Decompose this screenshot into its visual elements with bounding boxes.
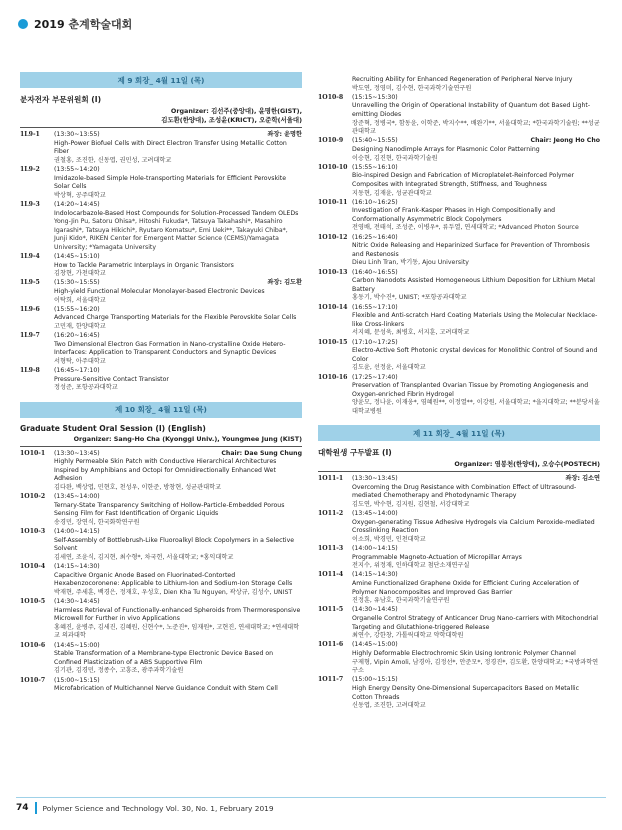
list-item <box>318 199 600 233</box>
time-slot: (13:45~14:00) <box>352 510 398 518</box>
presentation-code: 1O10-8 <box>318 93 344 101</box>
entry-title: Pressure-Sensitive Contact Transistor <box>54 375 169 383</box>
entry-title: Imidazole-based Simple Hole-transporting Materials for Efficient Perovskite Solar Cells <box>54 174 287 191</box>
entry-title: Self-Assembly of Bottlebrush-Like Fluoroalkyl Block Copolymers in a Selective Solvent <box>54 536 295 553</box>
presentation-code: 1L9-7 <box>20 332 40 340</box>
presentation-code: 1L9-5 <box>20 279 40 287</box>
entry-authors: 서지혜, 문성욱, 최병호, 서지훈, 고려대학교 <box>352 329 470 337</box>
presentation-code: 1O10-11 <box>318 198 348 206</box>
list-item <box>318 571 600 605</box>
session-title: 분자전자 부문위원회 (I) <box>20 95 102 104</box>
entry-title: Stable Transformation of a Membrane-type Electronic Device Based on Confined Plasticization of a ABS Supportive Film <box>54 650 274 666</box>
list-item <box>20 563 302 597</box>
presentation-code: 1O10-4 <box>20 563 46 571</box>
entry-title: Investigation of Frank-Kasper Phases in High Compositionally and Conformationally Asymmetric Block Copolymers <box>352 207 556 223</box>
session-bar: 제 10 회장_ 4월 11일 (목) <box>20 402 302 418</box>
time-slot: (15:55~16:20) <box>54 305 100 313</box>
time-slot: (14:20~14:45) <box>54 200 100 208</box>
list-item <box>20 201 302 253</box>
entry-authors: 고민재, 한양대학교 <box>54 323 106 331</box>
journal-citation: Polymer Science and Technology Vol. 30, No. 1, February 2019 <box>42 803 274 813</box>
time-slot: (15:55~16:10) <box>352 163 398 171</box>
presentation-code: 1O11-6 <box>318 641 344 649</box>
list-item <box>318 164 600 198</box>
page-header-title: 2019 춘계학술대회 <box>34 18 133 31</box>
list-item <box>318 676 600 710</box>
list-item <box>20 253 302 279</box>
entry-authors: 최연수, 강한창, 가톨릭대학교 약학대학원 <box>352 632 464 640</box>
entry-title: Capacitive Organic Anode Based on Fluorinated-Contorted Hexabenzocoronene: Applicable to Lithium-Ion and Sodium-Ion Storage Cells <box>54 571 293 588</box>
chair-label: 좌장: 김도환 <box>267 279 302 287</box>
presentation-code: 1O11-3 <box>318 545 344 553</box>
list-item <box>20 367 302 393</box>
entry-authors: 이승현, 김진현, 한국과학기술원 <box>352 154 438 162</box>
entry-authors: 이소희, 박경민, 인천대학교 <box>352 535 426 543</box>
list-item <box>318 94 600 137</box>
presentation-code: 1O11-5 <box>318 606 344 614</box>
entry-authors: 신동엽, 조진한, 고려대학교 <box>352 702 426 710</box>
list-item <box>318 641 600 675</box>
time-slot: (15:30~15:55) <box>54 279 100 287</box>
time-slot: (13:30~13:45) <box>54 449 100 457</box>
time-slot: (14:45~15:00) <box>352 641 398 649</box>
time-slot: (15:40~15:55) <box>352 137 398 145</box>
entry-title: Recruiting Ability for Enhanced Regeneration of Peripheral Nerve Injury <box>352 76 573 83</box>
time-slot: (17:25~17:40) <box>352 373 398 381</box>
entry-authors: 진정훈, 유남호, 한국과학기술연구원 <box>352 597 450 605</box>
entry-authors: 김다완, 백상엽, 민현호, 천성우, 이한준, 방창현, 성균관대학교 <box>54 483 222 491</box>
entry-title: Designing Nanodimple Arrays for Plasmonic Color Patterning <box>352 145 540 153</box>
time-slot: (14:30~14:45) <box>54 598 100 606</box>
list-item <box>20 332 302 366</box>
presentation-code: 1O10-7 <box>20 676 46 684</box>
page-number: 74 <box>16 803 29 813</box>
entry-authors: 김기관, 김경민, 정종수, 고흥조, 광주과학기술원 <box>54 667 184 675</box>
list-item <box>20 450 302 493</box>
list-item <box>20 306 302 332</box>
time-slot: (16:45~17:10) <box>54 367 100 375</box>
entry-title: Ternary-State Transparency Switching of Hollow-Particle-Embedded Porous Sensing Film for Fast Identification of Organic Liquids <box>54 501 285 518</box>
list-item <box>318 475 600 509</box>
time-slot: (14:45~15:00) <box>54 641 100 649</box>
entry-list <box>318 94 600 417</box>
chair-label: Chair: Jeong Ho Cho <box>530 137 600 145</box>
list-item <box>318 339 600 373</box>
time-slot: (15:00~15:15) <box>54 676 100 684</box>
entry-title: Preservation of Transplanted Ovarian Tissue by Promoting Angiogenesis and Oxygen-enriched Fibrin Hydrogel <box>352 382 589 398</box>
entry-title: Oxygen-generating Tissue Adhesive Hydrogels via Calcium Peroxide-mediated Crosslinking Reaction <box>352 518 595 535</box>
entry-title: Carbon Nanodots Assisted Homogeneous Lithium Deposition for Lithium Metal Battery <box>352 277 595 293</box>
list-item <box>318 234 600 268</box>
entry-list <box>20 450 302 694</box>
footer-divider <box>16 797 606 798</box>
entry-title: How to Tackle Parametric Interplays in Organic Transistors <box>54 261 234 269</box>
time-slot: (17:10~17:25) <box>352 338 398 346</box>
session-bar: 제 11 회장_ 4월 11일 (목) <box>318 425 600 441</box>
list-item <box>20 642 302 676</box>
entry-authors: 김도윤, 선정윤, 서울대학교 <box>352 364 426 372</box>
presentation-code: 1O10-12 <box>318 233 348 241</box>
presentation-code: 1O11-4 <box>318 571 344 579</box>
entry-title: Highly Deformable Electrochromic Skin Using Iontronic Polymer Channel <box>352 649 576 657</box>
time-slot: (15:15~15:30) <box>352 93 398 101</box>
entry-authors: 김세연, 조윤식, 김지현, 최수형*, 차국헌, 서울대학교; *홍익대학교 <box>54 553 234 561</box>
list-item <box>318 269 600 303</box>
entry-list <box>318 475 600 711</box>
presentation-code: 1O10-3 <box>20 528 46 536</box>
list-item <box>318 510 600 544</box>
entry-authors: 김창현, 가천대학교 <box>54 270 106 278</box>
entry-authors: 김도연, 박수현, 김지원, 김현철, 서강대학교 <box>352 500 470 508</box>
organizer: Organizer: 염봉천(한양대), 오승수(POSTECH) <box>318 460 600 472</box>
page-footer <box>16 802 274 814</box>
left-column <box>20 72 302 694</box>
presentation-code: 1O11-7 <box>318 676 344 684</box>
presentation-code: 1L9-2 <box>20 165 40 173</box>
page-header <box>18 14 132 34</box>
entry-title: Overcoming the Drug Resistance with Combination Effect of Ultrasound-mediated Chemotherapy and Photodynamic Therapy <box>352 483 577 500</box>
entry-authors: 장준혁, 정병국*, 함동윤, 이학준, 박지수**, 배완기**, 서울대학교; *한국과학기술원; **성균관대학교 <box>352 119 600 136</box>
list-item <box>20 131 302 165</box>
entry-title: Flexible and Anti-scratch Hard Coating Materials Using the Molecular Necklace-like Cross-linkers <box>352 312 598 328</box>
organizer: Organizer: Sang-Ho Cha (Kyonggi Univ.), Youngmee Jung (KIST) <box>20 435 302 447</box>
chair-label: 좌장: 김소연 <box>565 475 600 483</box>
entry-title: Unravelling the Origin of Operational Instability of Quantum dot Based Light-emitting Diodes <box>352 102 591 118</box>
chair-label: 좌장: 윤명한 <box>267 131 302 138</box>
entry-list <box>20 131 302 393</box>
entry-authors: 구제형, Vipin Amoli, 남경아, 김정선*, 안준모*, 정경진*, 김도환, 한양대학교; *국방과학연구소 <box>352 658 599 675</box>
entry-title: Bio-inspired Design and Fabrication of Microplatelet-Reinforced Polymer Composites with Integrated Strength, Stiffness, and Toughness <box>352 172 575 188</box>
list-item <box>318 545 600 571</box>
entry-title: High-Power Biofuel Cells with Direct Electron Transfer Using Metallic Cotton Fiber <box>54 139 287 156</box>
presentation-code: 1O10-1 <box>20 449 46 457</box>
presentation-code: 1O10-10 <box>318 163 348 171</box>
session-title: Graduate Student Oral Session (I) (English) <box>20 423 206 433</box>
entry-authors: Dieu Linh Tran, 박기동, Ajou University <box>352 259 469 267</box>
entry-authors: 박재현, 주세훈, 백경은, 정재호, 우성호, Dien Kha Tu Nguyen, 곽상규, 김성수, UNIST <box>54 588 293 596</box>
organizer: Organizer: 김선주(중앙대), 윤명한(GIST), 김도환(한양대), 조성윤(KRICT), 오준학(서울대) <box>20 107 302 128</box>
session-bar: 제 9 회장_ 4월 11일 (목) <box>20 72 302 88</box>
presentation-code: 1O10-9 <box>318 137 344 145</box>
list-item <box>20 493 302 527</box>
presentation-code: 1O10-2 <box>20 493 46 501</box>
chair-label: Chair: Dae Sung Chung <box>221 449 302 457</box>
list-item <box>20 598 302 641</box>
time-slot: (13:55~14:20) <box>54 165 100 173</box>
time-slot: (16:25~16:40) <box>352 233 398 241</box>
presentation-code: 1L9-3 <box>20 200 40 208</box>
presentation-code: 1O10-16 <box>318 373 348 381</box>
entry-title: Amine Functionalized Graphene Oxide for Efficient Curing Acceleration of Polymer Nanocomposites and Improved Gas Barrier <box>352 580 579 596</box>
time-slot: (14:00~14:15) <box>54 528 100 536</box>
list-item <box>20 279 302 305</box>
entry-title: Microfabrication of Multichannel Nerve Guidance Conduit with Stem Cell <box>54 685 278 693</box>
entry-title: Nitric Oxide Releasing and Heparinized Surface for Prevention of Thrombosis and Restenosis <box>352 242 590 258</box>
presentation-code: 1O10-5 <box>20 598 46 606</box>
presentation-code: 1O10-14 <box>318 303 348 311</box>
list-item <box>20 166 302 200</box>
time-slot: (16:10~16:25) <box>352 198 398 206</box>
list-item <box>20 528 302 562</box>
presentation-code: 1O11-2 <box>318 510 344 518</box>
list-item <box>318 137 600 163</box>
entry-title: High Energy Density One-Dimensional Supercapacitors Based on Metallic Cotton Threads <box>352 684 580 701</box>
session-title: 대학원생 구두발표 (I) <box>318 448 392 458</box>
time-slot: (15:00~15:15) <box>352 676 398 684</box>
time-slot: (16:40~16:55) <box>352 268 398 276</box>
presentation-code: 1O10-13 <box>318 268 348 276</box>
time-slot: (13:30~13:55) <box>54 131 100 138</box>
time-slot: (14:15~14:30) <box>352 571 398 579</box>
time-slot: (13:30~13:45) <box>352 475 398 483</box>
entry-title: Advanced Charge Transporting Materials for the Flexible Perovskite Solar Cells <box>54 314 297 322</box>
time-slot: (14:30~14:45) <box>352 606 398 614</box>
presentation-code: 1L9-4 <box>20 253 40 261</box>
time-slot: (16:55~17:10) <box>352 303 398 311</box>
time-slot: (14:45~15:10) <box>54 253 100 261</box>
list-item <box>318 304 600 338</box>
entry-authors: 송경민, 장연식, 한국화학연구원 <box>54 518 140 526</box>
entry-authors: 정성준, 포항공과대학교 <box>54 384 118 392</box>
entry-title: Organelle Control Strategy of Anticancer Drug Nano-carriers with Mitochondrial Targeting and Glutathione-triggered Release <box>352 614 598 631</box>
entry-authors: 권철홍, 조진한, 신동엽, 권민성, 고려대학교 <box>54 156 172 164</box>
footer-separator <box>35 802 37 814</box>
entry-title: Electro-Active Soft Photonic crystal devices for Monolithic Control of Sound and Color <box>352 347 598 363</box>
entry-authors: 홍동기, 박수진*, UNIST; *포항공과대학교 <box>352 294 467 302</box>
entry-authors: 홍혜진, 윤병주, 김세진, 김혜원, 신현수*, 노준진*, 임재원*, 고현진, 연세대학교; *연세대학교 의과대학 <box>54 623 300 640</box>
list-item <box>20 677 302 694</box>
entry-title: Two Dimensional Electron Gas Formation in Nano-crystalline Oxide Hetero-Interfaces: Application to Transparent Conductors and Synaptic Devices <box>54 340 286 357</box>
presentation-code: 1O10-15 <box>318 338 348 346</box>
presentation-code: 1O10-6 <box>20 641 46 649</box>
entry-title: High-yield Functional Molecular Monolayer-based Electronic Devices <box>54 288 265 296</box>
list-item <box>318 76 600 93</box>
entry-authors: 박상혁, 공주대학교 <box>54 191 106 199</box>
time-slot: (13:45~14:00) <box>54 493 100 501</box>
list-item <box>318 374 600 417</box>
entry-title: Indolocarbazole-Based Host Compounds for Solution-Processed Tandem OLEDs <box>54 209 299 217</box>
entry-title: Programmable Magneto-Actuation of Micropillar Arrays <box>352 553 522 561</box>
presentation-code: 1O11-1 <box>318 475 344 483</box>
entry-authors: 지동현, 김재윤, 성균관대학교 <box>352 189 432 197</box>
time-slot: (14:15~14:30) <box>54 563 100 571</box>
bullet-dot-icon <box>18 19 28 29</box>
entry-authors: 양윤모, 정나윤, 이재웅*, 염혜원**, 이정열**, 이강원, 서울대학교; *을지대학교; **분당서울대학교병원 <box>352 399 600 415</box>
list-item <box>318 606 600 640</box>
entry-authors: 이탁희, 서울대학교 <box>54 296 106 304</box>
entry-title: Highly Permeable Skin Patch with Conductive Hierarchical Architectures Inspired by Amphibians and Octopi for Omnidirectionally Enhanced Wet Adhesion <box>54 458 277 483</box>
entry-title: Harmless Retrieval of Functionally-enhanced Spheroids from Thermoresponsive Microwell for Further in vivo Applications <box>54 606 301 623</box>
right-column <box>318 76 600 711</box>
entry-authors: 박도연, 정영미, 김수현, 한국과학기술연구원 <box>352 84 472 92</box>
entry-authors: Yong-Jin Pu, Satoru Ohisa*, Hitoshi Fukuda*, Tatsuya Takahashi*, Masahiro Igarashi*, Tatsuya Hikichi*, Ryutaro Komatsu*, Emi Ueki**, Takayuki Chiba*, Junji Kido*, RIKEN Center for Emergent Matter Science (CEMS)/Yamagata University; *Yamagata University <box>54 218 288 251</box>
presentation-code: 1L9-1 <box>20 131 40 138</box>
entry-authors: 전지수, 위정재, 인하대학교 첨단소재연구실 <box>352 562 470 570</box>
time-slot: (16:20~16:45) <box>54 332 100 340</box>
entry-authors: 전영배, 전태석, 조성준, 이병우*, 류두열, 연세대학교; *Advanced Photon Source <box>352 224 579 232</box>
time-slot: (14:00~14:15) <box>352 545 398 553</box>
presentation-code: 1L9-8 <box>20 367 40 375</box>
entry-authors: 서형탁, 아주대학교 <box>54 358 106 365</box>
presentation-code: 1L9-6 <box>20 305 40 313</box>
